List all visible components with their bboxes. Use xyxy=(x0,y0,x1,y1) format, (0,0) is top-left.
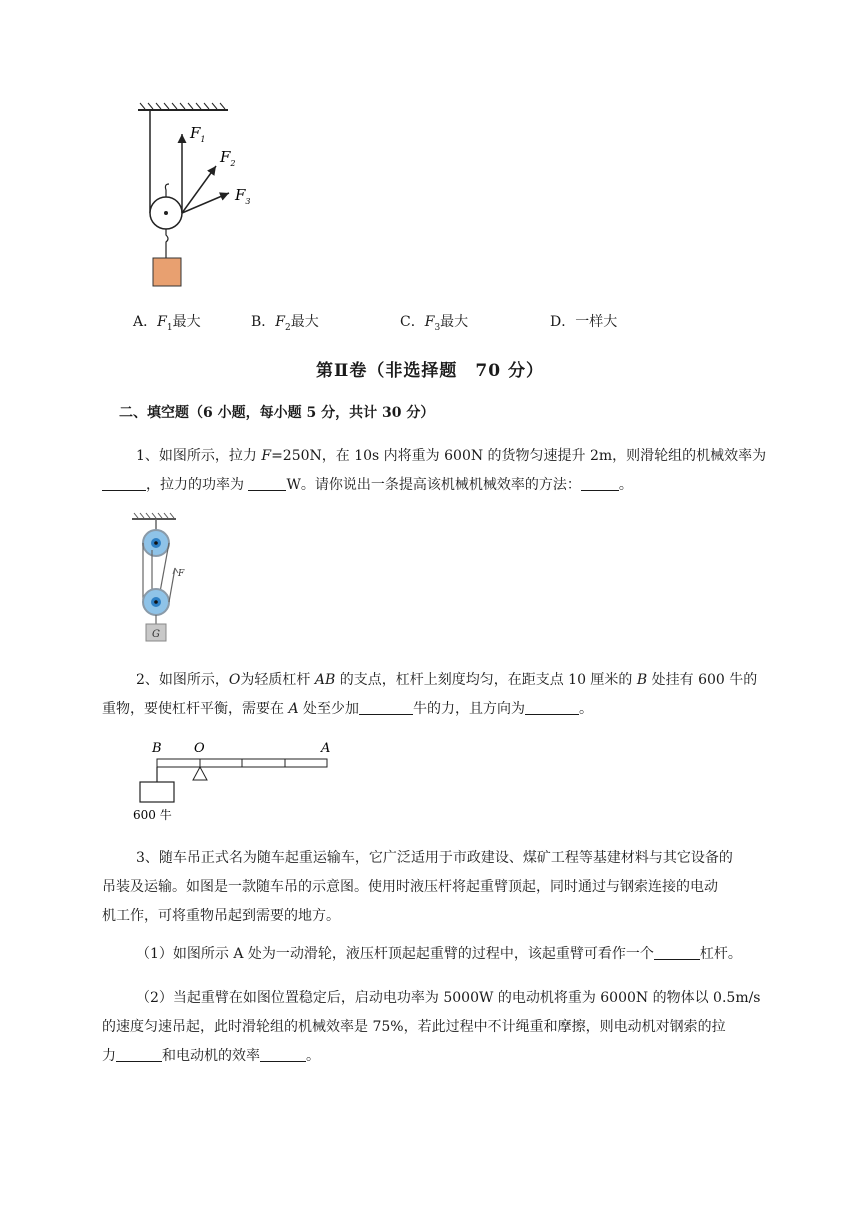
label-f2: $F_2$ xyxy=(220,148,236,168)
weight-box xyxy=(140,782,174,802)
lever-figure xyxy=(130,738,340,824)
q2-blank-force[interactable] xyxy=(359,700,413,715)
label-o: O xyxy=(194,741,205,756)
question-1: 1、如图所示，拉力 F=250N，在 10s 内将重为 600N 的货物匀速提升 2m，则滑轮组的机械效率为 ，拉力的功率为 W。请你说出一条提高该机械机械效率的方法： 。 xyxy=(102,442,802,500)
option-d[interactable]: D．一样大 xyxy=(550,314,618,330)
pulley-forces-figure xyxy=(128,98,268,298)
q1-blank-efficiency[interactable] xyxy=(102,476,146,491)
ceiling-2 xyxy=(132,513,176,519)
subsection-title: 二、填空题（6 小题，每小题 5 分，共计 30 分） xyxy=(119,405,435,421)
fulcrum xyxy=(193,767,207,780)
question-3-part-1: （1）如图所示 A 处为一动滑轮，液压杆顶起起重臂的过程中，该起重臂可看作一个 杠杆。 xyxy=(136,946,742,962)
option-c[interactable]: C．$F_3$最大 xyxy=(400,314,469,333)
ceiling xyxy=(138,103,228,110)
option-a[interactable]: A．$F_1$最大 xyxy=(133,314,201,333)
question-3: 3、随车吊正式名为随车起重运输车，它广泛适用于市政建设、煤矿工程等基建材料与其它设备的 吊装及运输。如图是一款随车吊的示意图。使用时液压杆将起重臂顶起，同时通过与钢索连接的电动 机工作，可将重物吊起到需要的地方。 xyxy=(102,850,733,924)
pulley-block-figure xyxy=(126,510,196,648)
label-f1: $F_1$ xyxy=(190,124,206,144)
q3-blank-tension[interactable] xyxy=(116,1047,162,1062)
section-title: 第Ⅱ卷（非选择题 70 分） xyxy=(316,361,544,381)
q3-blank-motor-efficiency[interactable] xyxy=(260,1047,306,1062)
top-hook xyxy=(165,184,169,197)
question-2: 2、如图所示，O为轻质杠杆 AB 的支点，杠杆上刻度均匀，在距支点 10 厘米的 B 处挂有 600 牛的 重物，要使杠杆平衡，需要在 A 处至少加 牛的力，且方向为 。 xyxy=(102,672,758,717)
q1-blank-power[interactable] xyxy=(248,476,286,491)
label-g: G xyxy=(152,629,160,640)
q1-blank-method[interactable] xyxy=(581,476,619,491)
q2-blank-direction[interactable] xyxy=(525,700,579,715)
label-f: F xyxy=(178,569,185,579)
label-f3: $F_3$ xyxy=(235,186,251,206)
label-b: B xyxy=(152,741,162,756)
option-b[interactable]: B．$F_2$最大 xyxy=(251,314,319,333)
question-3-part-2: （2）当起重臂在如图位置稳定后，启动电功率为 5000W 的电动机将重为 6000N 的物体以 0.5m/s 的速度匀速吊起，此时滑轮组的机械效率是 75%，若此过程中不计绳重和摩擦，则电动机对钢索的拉 力 和电动机的效率 。 xyxy=(102,990,761,1064)
rope-pull xyxy=(169,568,175,602)
weight-label: 600 牛 xyxy=(133,808,172,822)
label-a: A xyxy=(321,741,331,756)
weight-block xyxy=(153,258,181,286)
q3-blank-lever-type[interactable] xyxy=(654,945,700,960)
bottom-hook xyxy=(166,229,168,258)
